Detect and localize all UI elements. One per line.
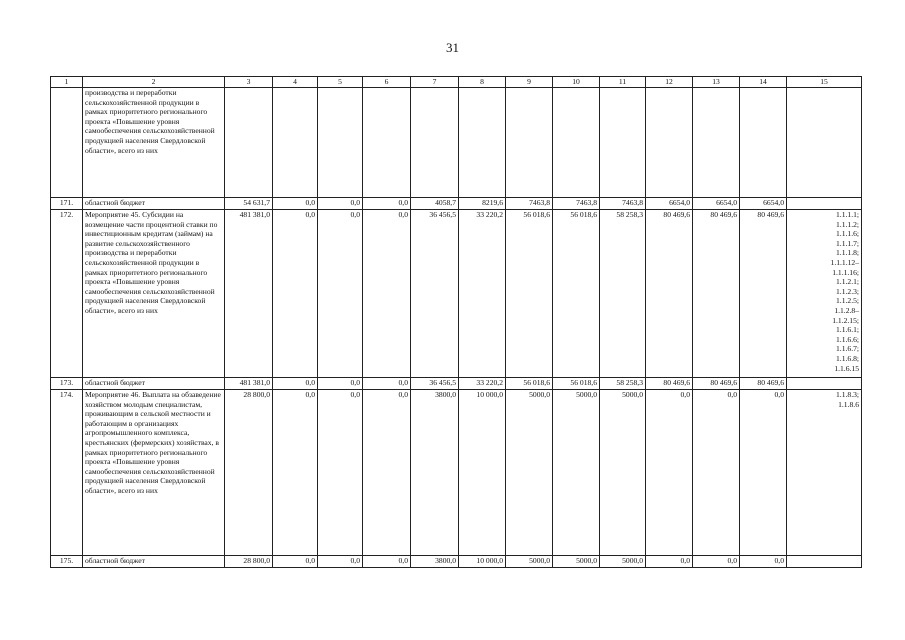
column-header: 12 xyxy=(646,77,693,88)
table-cell xyxy=(693,88,740,198)
table-cell: 5000,0 xyxy=(553,390,600,556)
header-row xyxy=(51,77,862,88)
target-code: 1.1.1.12– xyxy=(830,257,859,267)
target-code: 1.1.1.16; xyxy=(832,267,859,277)
table-cell: 28 800,0 xyxy=(225,390,273,556)
table-cell xyxy=(411,88,459,198)
table-cell: 10 000,0 xyxy=(459,556,506,568)
table-cell xyxy=(506,88,553,198)
table-cell: 0,0 xyxy=(363,378,411,390)
table-cell: 6654,0 xyxy=(693,198,740,210)
table-cell: 80 469,6 xyxy=(646,378,693,390)
table-cell: 3800,0 xyxy=(411,390,459,556)
table-cell: 80 469,6 xyxy=(693,378,740,390)
target-codes-cell xyxy=(787,556,862,568)
table-cell: 481 381,0 xyxy=(225,378,273,390)
table-cell: 5000,0 xyxy=(553,556,600,568)
column-header: 15 xyxy=(787,77,862,88)
target-code: 1.1.2.3; xyxy=(836,286,859,296)
target-codes-cell xyxy=(787,88,862,198)
table-cell: 54 631,7 xyxy=(225,198,273,210)
target-code: 1.1.1.1; xyxy=(836,210,859,219)
column-header: 11 xyxy=(600,77,646,88)
target-code: 1.1.2.15; xyxy=(832,315,859,325)
table-cell xyxy=(363,88,411,198)
table-cell: 0,0 xyxy=(318,210,363,378)
column-header: 2 xyxy=(83,77,225,88)
table-cell: 0,0 xyxy=(363,198,411,210)
table-cell xyxy=(225,88,273,198)
table-cell: 0,0 xyxy=(318,378,363,390)
table-cell: 0,0 xyxy=(273,378,318,390)
table-cell: 33 220,2 xyxy=(459,378,506,390)
column-header: 1 xyxy=(51,77,83,88)
table-cell: 7463,8 xyxy=(506,198,553,210)
target-code: 1.1.2.8– xyxy=(834,305,859,315)
table-cell: 80 469,6 xyxy=(693,210,740,378)
target-code: 1.1.8.3; xyxy=(836,390,859,399)
target-code: 1.1.6.8; xyxy=(836,353,859,363)
column-header: 6 xyxy=(363,77,411,88)
table-row xyxy=(51,210,862,378)
table-cell: 4058,7 xyxy=(411,198,459,210)
table-cell: 28 800,0 xyxy=(225,556,273,568)
table-cell: 10 000,0 xyxy=(459,390,506,556)
row-number: 174. xyxy=(51,390,83,556)
row-description: областной бюджет xyxy=(83,378,225,390)
table-cell: 33 220,2 xyxy=(459,210,506,378)
target-code: 1.1.1.2; xyxy=(836,219,859,229)
target-code: 1.1.8.6 xyxy=(838,399,859,409)
row-number: 172. xyxy=(51,210,83,378)
table-cell xyxy=(459,88,506,198)
table-cell: 56 018,6 xyxy=(553,210,600,378)
table-cell: 0,0 xyxy=(363,210,411,378)
row-description: производства и переработки сельскохозяйственной продукции в рамках приоритетного регионального проекта «Повышение уровня самообеспечения сельскохозяйственной продукцией населения Свердловской области», всего из них xyxy=(83,88,225,198)
target-code: 1.1.6.1; xyxy=(836,325,859,335)
table-cell xyxy=(553,88,600,198)
target-code: 1.1.6.6; xyxy=(836,334,859,344)
table-cell: 80 469,6 xyxy=(740,378,787,390)
row-number: 175. xyxy=(51,556,83,568)
target-code: 1.1.1.7; xyxy=(836,238,859,248)
target-code: 1.1.1.6; xyxy=(836,229,859,239)
table-cell: 0,0 xyxy=(646,390,693,556)
table-cell: 0,0 xyxy=(693,390,740,556)
row-number: 171. xyxy=(51,198,83,210)
target-codes-cell xyxy=(787,210,862,378)
budget-table xyxy=(50,76,862,568)
table-cell: 7463,8 xyxy=(553,198,600,210)
table-cell: 56 018,6 xyxy=(553,378,600,390)
table-cell: 56 018,6 xyxy=(506,210,553,378)
column-header: 3 xyxy=(225,77,273,88)
table-cell xyxy=(740,88,787,198)
column-header: 8 xyxy=(459,77,506,88)
table-cell: 0,0 xyxy=(363,556,411,568)
table-cell: 0,0 xyxy=(318,556,363,568)
row-description: Мероприятие 45. Субсидии на возмещение части процентной ставки по инвестиционным кредитам (займам) на развитие сельскохозяйственного производства и переработки сельскохозяйственной продукции в рамках приоритетного регионального проекта «Повышение уровня самообеспечения сельскохозяйственной продукцией населения Свердловской области», всего из них xyxy=(83,210,225,378)
table-cell: 5000,0 xyxy=(506,556,553,568)
column-header: 10 xyxy=(553,77,600,88)
table-cell xyxy=(318,88,363,198)
table-cell: 0,0 xyxy=(363,390,411,556)
table-cell: 58 258,3 xyxy=(600,210,646,378)
target-code: 1.1.2.1; xyxy=(836,277,859,287)
table-cell xyxy=(273,88,318,198)
row-description: областной бюджет xyxy=(83,556,225,568)
target-code: 1.1.1.8; xyxy=(836,248,859,258)
table-cell: 0,0 xyxy=(693,556,740,568)
table-row xyxy=(51,390,862,556)
table-body xyxy=(51,88,862,568)
target-code: 1.1.2.5; xyxy=(836,296,859,306)
column-header: 5 xyxy=(318,77,363,88)
column-header: 13 xyxy=(693,77,740,88)
table-cell: 0,0 xyxy=(318,198,363,210)
target-code: 1.1.6.7; xyxy=(836,344,859,354)
table-cell: 0,0 xyxy=(273,198,318,210)
table-cell: 0,0 xyxy=(318,390,363,556)
column-header: 9 xyxy=(506,77,553,88)
column-header: 7 xyxy=(411,77,459,88)
table-cell: 0,0 xyxy=(646,556,693,568)
table-cell: 0,0 xyxy=(273,556,318,568)
target-code: 1.1.6.15 xyxy=(834,363,859,373)
table-cell: 0,0 xyxy=(273,210,318,378)
table-cell: 36 456,5 xyxy=(411,210,459,378)
table-cell: 0,0 xyxy=(273,390,318,556)
table-cell: 3800,0 xyxy=(411,556,459,568)
table-cell: 80 469,6 xyxy=(740,210,787,378)
target-codes-cell xyxy=(787,198,862,210)
table-cell: 5000,0 xyxy=(600,556,646,568)
target-codes-cell xyxy=(787,390,862,556)
row-description: областной бюджет xyxy=(83,198,225,210)
column-header: 4 xyxy=(273,77,318,88)
table-row xyxy=(51,556,862,568)
target-codes-cell xyxy=(787,378,862,390)
table-cell: 36 456,5 xyxy=(411,378,459,390)
table-cell: 0,0 xyxy=(740,556,787,568)
table-row xyxy=(51,198,862,210)
table-cell: 80 469,6 xyxy=(646,210,693,378)
table-cell: 6654,0 xyxy=(646,198,693,210)
table-cell: 0,0 xyxy=(740,390,787,556)
page-number: 31 xyxy=(446,40,459,55)
column-header: 14 xyxy=(740,77,787,88)
row-number xyxy=(51,88,83,198)
table-cell xyxy=(646,88,693,198)
table-cell xyxy=(600,88,646,198)
table-row xyxy=(51,378,862,390)
table-cell: 7463,8 xyxy=(600,198,646,210)
table-cell: 481 381,0 xyxy=(225,210,273,378)
table-row xyxy=(51,88,862,198)
table-cell: 6654,0 xyxy=(740,198,787,210)
table-cell: 5000,0 xyxy=(506,390,553,556)
row-number: 173. xyxy=(51,378,83,390)
table-cell: 5000,0 xyxy=(600,390,646,556)
table-cell: 8219,6 xyxy=(459,198,506,210)
table-cell: 58 258,3 xyxy=(600,378,646,390)
row-description: Мероприятие 46. Выплата на обзаведение хозяйством молодым специалистам, проживающим в сельской местности и работающим в организациях агропромышленного комплекса, крестьянских (фермерских) хозяйствах, в рамках приоритетного регионального проекта «Повышение уровня самообеспечения сельскохозяйственной продукцией населения Свердловской области», всего из них xyxy=(83,390,225,556)
table-cell: 56 018,6 xyxy=(506,378,553,390)
